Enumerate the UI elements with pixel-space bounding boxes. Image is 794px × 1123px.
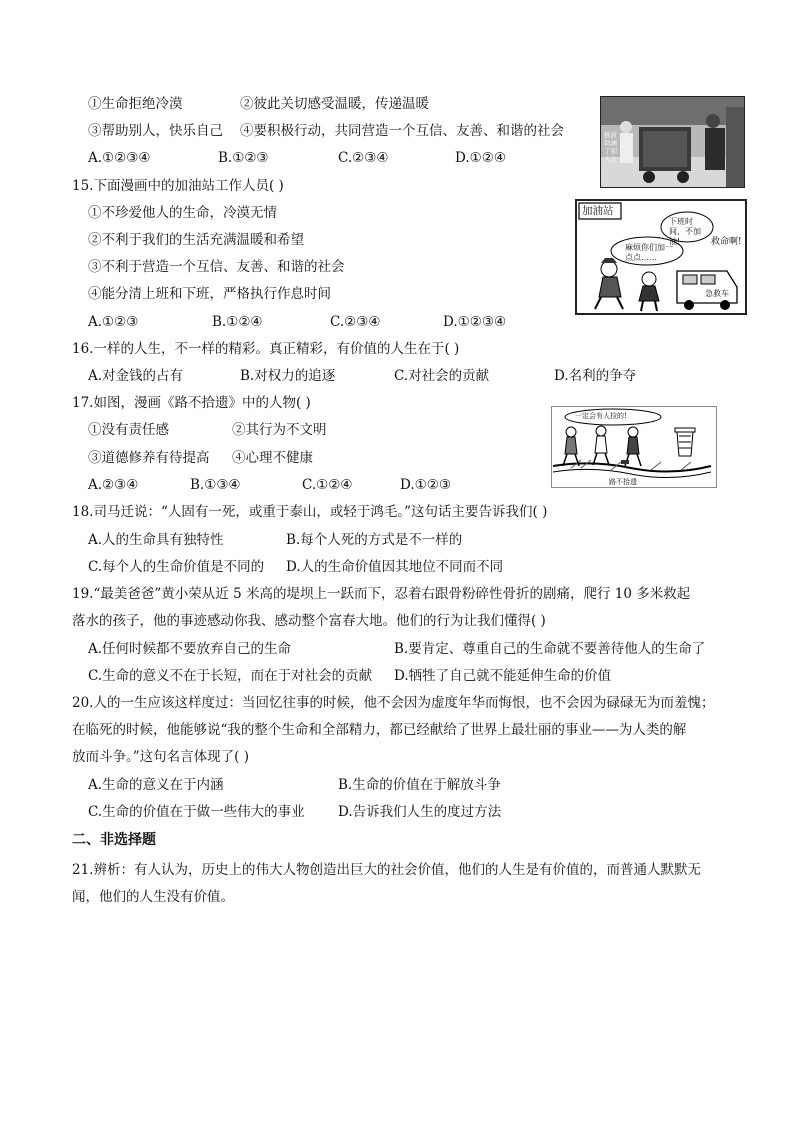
q15-cartoon [575,199,747,315]
q20-stem-line1: 20.人的一生应该这样度过：当回忆往事的时候，他不会因为虚度年华而悔恨，也不会因为碌碌无为而羞愧； [72,695,715,711]
q18-choice-c[interactable]: C.每个人的生命价值是不同的 [88,559,265,575]
q15-cartoon-sign: 加油站 [582,205,614,217]
q17-item-2: ②其行为不文明 [232,422,327,438]
q14-photo-caption: 推波助澜了别人之 [604,131,617,163]
q14-choice-c[interactable]: C.②③④ [338,150,389,166]
q16-choice-d[interactable]: D.名利的争夺 [554,368,637,384]
q20-choice-b[interactable]: B.生命的价值在于解放斗争 [338,777,501,793]
q17-item-4: ④心理不健康 [232,450,313,466]
q17-cartoon-bubble: 一定会有人捡的! [575,412,627,420]
q19-choice-c[interactable]: C.生命的意义不在于长短，而在于对社会的贡献 [88,668,373,684]
q15-cartoon-vehicle: 急救车 [705,289,729,298]
q15-cartoon-bubble-help: 救命啊! [711,237,742,247]
q15-choice-a[interactable]: A.①②③ [88,314,139,330]
q19-choice-a[interactable]: A.任何时候都不要放弃自己的生命 [88,641,292,657]
q15-cartoon-bubble-please: 麻烦你们加一点点…… [625,243,673,262]
q15-choice-c[interactable]: C.②③④ [330,314,381,330]
q18-choice-a[interactable]: A.人的生命具有独特性 [88,532,224,548]
q17-cartoon-caption: 路不拾遗 [609,478,637,486]
q18-choice-d[interactable]: D.人的生命价值因其地位不同而不同 [286,559,504,575]
q14-photo-illustration [601,97,744,187]
q16-stem: 16.一样的人生，不一样的精彩。真正精彩，有价值的人生在于( ) [72,341,460,357]
q14-item-4: ④要积极行动，共同营造一个互信、友善、和谐的社会 [240,123,564,139]
q15-item-3: ③不利于营造一个互信、友善、和谐的社会 [88,259,345,275]
q21-stem-line2: 闻，他们的人生没有价值。 [72,889,234,905]
q14-item-2: ②彼此关切感受温暖，传递温暖 [240,96,429,112]
q16-choice-a[interactable]: A.对金钱的占有 [88,368,184,384]
q15-item-1: ①不珍爱他人的生命，冷漠无情 [88,205,277,221]
q14-choice-b[interactable]: B.①②③ [218,150,269,166]
q18-choice-b[interactable]: B.每个人死的方式是不一样的 [286,532,463,548]
q14-choice-a[interactable]: A.①②③④ [88,150,151,166]
q15-item-4: ④能分清上班和下班，严格执行作息时间 [88,286,331,302]
q17-choice-b[interactable]: B.①③④ [190,477,241,493]
q19-stem-line1: 19.“最美爸爸”黄小荣从近 5 米高的堤坝上一跃而下，忍着右跟骨粉碎性骨折的剧痛，爬行 10 多米救起 [72,586,691,602]
q15-item-2: ②不利于我们的生活充满温暖和希望 [88,232,304,248]
q17-choice-c[interactable]: C.①②④ [302,477,353,493]
q18-stem: 18.司马迁说：“人固有一死，或重于泰山，或轻于鸿毛。”这句话主要告诉我们( ) [72,504,548,520]
q17-stem: 17.如图，漫画《路不拾遗》中的人物( ) [72,395,311,411]
q19-choice-b[interactable]: B.要肯定、尊重自己的生命就不要善待他人的生命了 [394,641,706,657]
section-heading: 二、非选择题 [72,832,156,848]
q16-choice-b[interactable]: B.对权力的追逐 [240,368,336,384]
q21-stem-line1: 21.辨析：有人认为，历史上的伟大人物创造出巨大的社会价值，他们的人生是有价值的，而普通人默默无 [72,862,701,878]
q19-stem-line2: 落水的孩子，他的事迹感动你我、感动整个富春大地。他们的行为让我们懂得( ) [72,613,546,629]
q16-choice-c[interactable]: C.对社会的贡献 [394,368,490,384]
q15-cartoon-bubble-worker: 下班时间，不加油! [669,217,701,246]
q17-choice-d[interactable]: D.①②③ [400,477,451,493]
q14-item-3: ③帮助别人，快乐自己 [88,123,223,139]
q15-choice-d[interactable]: D.①②③④ [443,314,507,330]
q17-item-3: ③道德修养有待提高 [88,450,210,466]
q20-stem-line3: 放而斗争。”这句名言体现了( ) [72,749,249,765]
q17-choice-a[interactable]: A.②③④ [88,477,139,493]
q15-stem: 15.下面漫画中的加油站工作人员( ) [72,178,284,194]
q20-choice-d[interactable]: D.告诉我们人生的度过方法 [338,804,502,820]
q14-choice-d[interactable]: D.①②④ [455,150,506,166]
q14-photo [600,96,745,188]
q19-choice-d[interactable]: D.牺牲了自己就不能延伸生命的价值 [394,668,612,684]
q14-item-1: ①生命拒绝冷漠 [88,96,183,112]
q17-cartoon [551,406,717,488]
q20-choice-c[interactable]: C.生命的价值在于做一些伟大的事业 [88,804,305,820]
q17-item-1: ①没有责任感 [88,422,169,438]
q20-choice-a[interactable]: A.生命的意义在于内涵 [88,777,224,793]
q20-stem-line2: 在临死的时候，他能够说“我的整个生命和全部精力，都已经献给了世界上最壮丽的事业——为人类的解 [72,722,687,738]
q15-choice-b[interactable]: B.①②④ [212,314,263,330]
